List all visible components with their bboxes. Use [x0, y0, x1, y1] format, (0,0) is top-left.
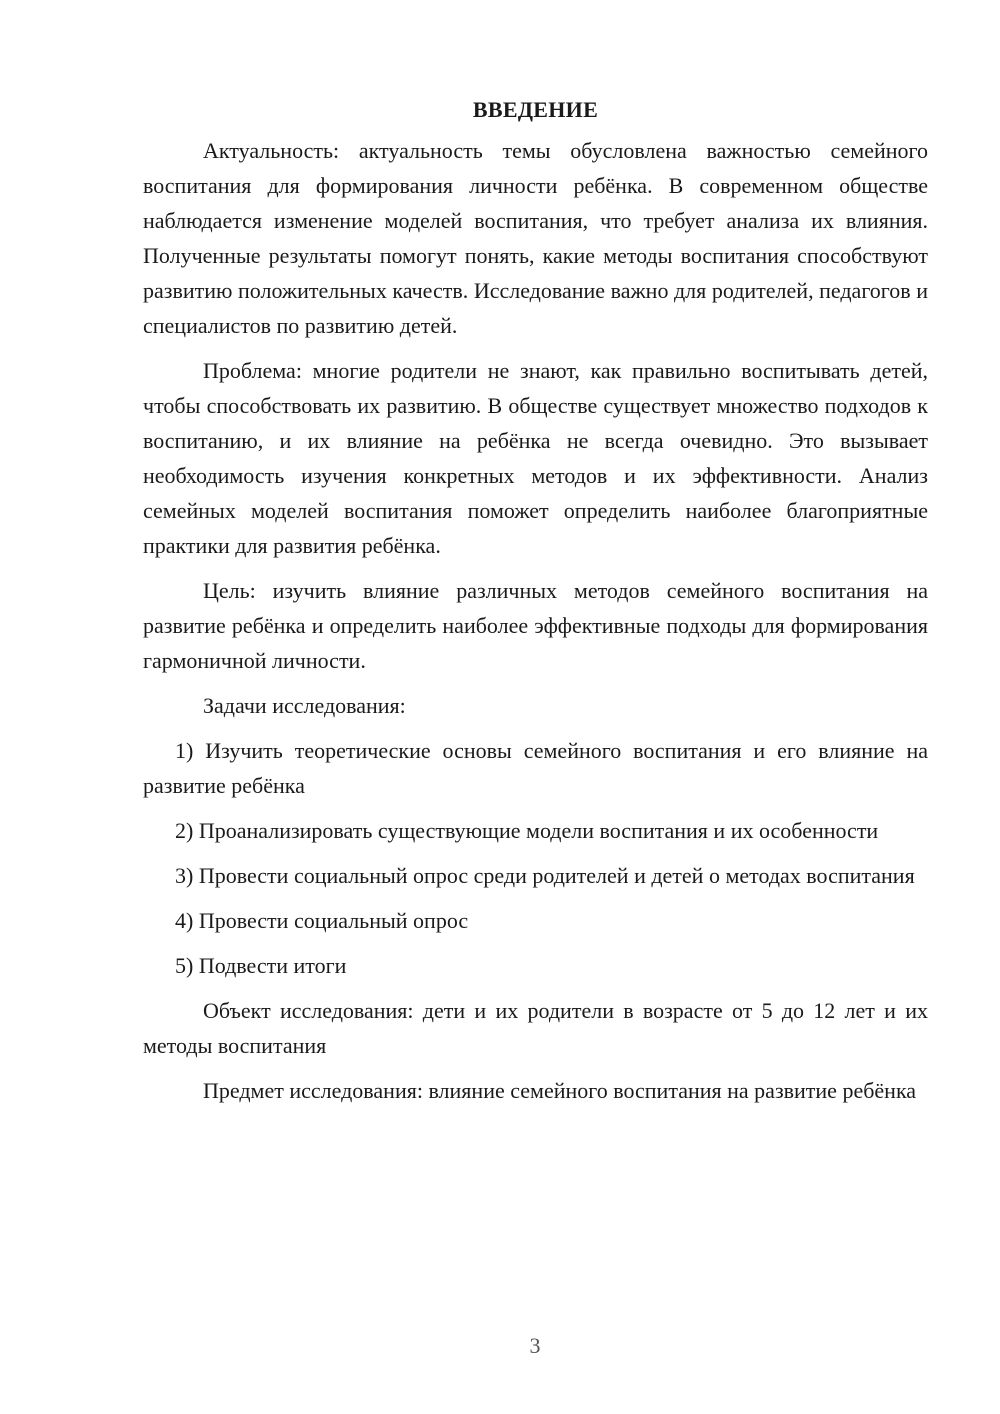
task-item-2: 2) Проанализировать существующие модели воспитания и их особенности — [175, 818, 879, 843]
task-item-1: 1) Изучить теоретические основы семейного воспитания и его влияние на развитие ребёнка — [143, 738, 928, 798]
page-number: 3 — [529, 1333, 541, 1358]
task-item-5: 5) Подвести итоги — [175, 953, 347, 978]
paragraph-subject: Предмет исследования: влияние семейного воспитания на развитие ребёнка — [203, 1078, 917, 1103]
document-page — [143, 92, 928, 1118]
task-item-3: 3) Провести социальный опрос среди родителей и детей о методах воспитания — [175, 863, 915, 888]
tasks-heading: Задачи исследования: — [203, 693, 406, 718]
page-title: ВВЕДЕНИЕ — [472, 97, 599, 122]
task-item-4: 4) Провести социальный опрос — [175, 908, 469, 933]
paragraph-relevance: Актуальность: актуальность темы обусловлена важностью семейного воспитания для формирования личности ребёнка. В современном обществе наблюдается изменение моделей воспитания, что требует анализа их влияния. Полученные результаты помогут понять, какие методы воспитания способствуют развитию положительных качеств. Исследование важно для родителей, педагогов и специалистов по развитию детей. — [143, 138, 928, 338]
paragraph-goal: Цель: изучить влияние различных методов семейного воспитания на развитие ребёнка и определить наиболее эффективные подходы для формирования гармоничной личности. — [143, 578, 928, 673]
paragraph-problem: Проблема: многие родители не знают, как правильно воспитывать детей, чтобы способствовать их развитию. В обществе существует множество подходов к воспитанию, и их влияние на ребёнка не всегда очевидно. Это вызывает необходимость изучения конкретных методов и их эффективности. Анализ семейных моделей воспитания поможет определить наиболее благоприятные практики для развития ребёнка. — [143, 358, 928, 558]
paragraph-object: Объект исследования: дети и их родители в возрасте от 5 до 12 лет и их методы воспитания — [143, 998, 928, 1058]
